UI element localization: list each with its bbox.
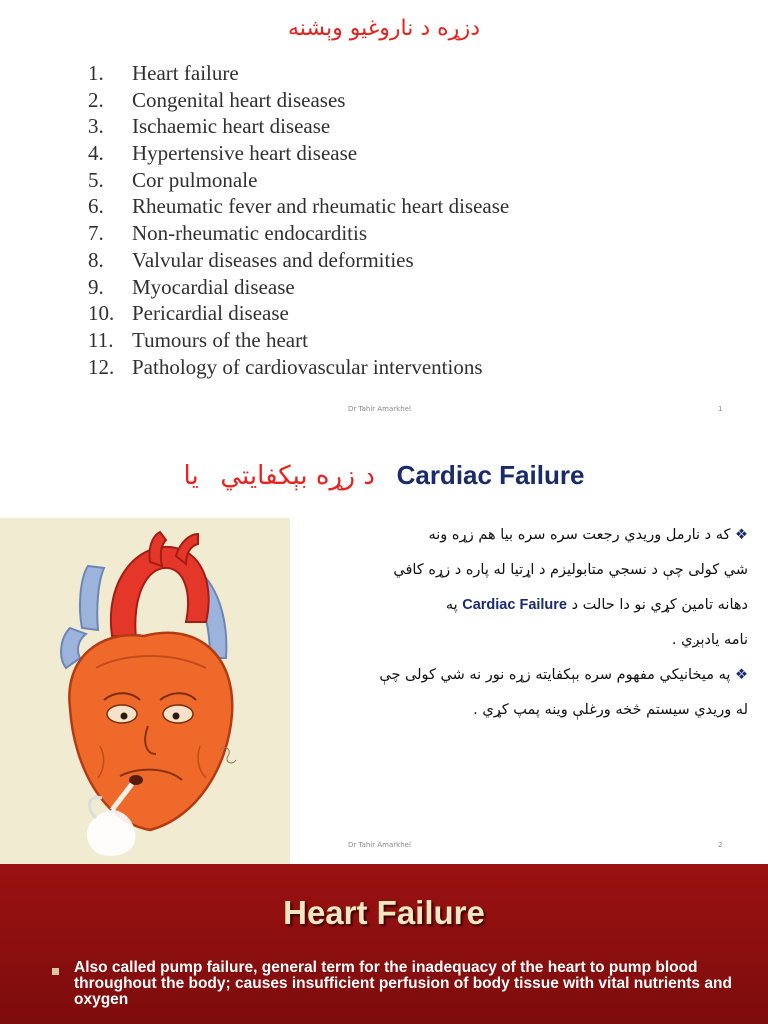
list-item-text: Rheumatic fever and rheumatic heart disease	[132, 194, 510, 219]
cardiac-failure-inline: Cardiac Failure	[462, 597, 567, 613]
bullet-1-line-1: ❖ كه د نارمل وريدي رجعت سره سره بيا هم زړه ونه	[428, 527, 748, 543]
list-item	[88, 220, 509, 247]
list-item-number: 2.	[88, 87, 104, 112]
list-item-number: 9.	[88, 274, 104, 299]
square-bullet-icon	[52, 968, 59, 975]
slide-2-body	[308, 518, 748, 728]
list-item	[88, 193, 509, 220]
list-item-number: 4.	[88, 141, 104, 166]
slide-2-title-connector: يا	[183, 461, 199, 491]
list-item-text: Heart failure	[132, 61, 239, 85]
list-item	[88, 60, 509, 87]
diamond-bullet-icon: ❖	[735, 667, 748, 683]
list-item-text: Myocardial disease	[132, 274, 295, 299]
list-item-number: 3.	[88, 114, 104, 139]
list-item-number: 5.	[88, 167, 104, 192]
slide-1-footer-author: Dr Tahir Amarkhel	[348, 405, 411, 413]
list-item-text: Valvular diseases and deformities	[132, 247, 414, 272]
list-item	[88, 300, 509, 327]
list-item-text: Non-rheumatic endocarditis	[132, 221, 367, 246]
bullet-2-line-2: له وريدي سيستم څخه ورغلې وينه پمپ كړي .	[473, 702, 748, 718]
slide-3	[0, 864, 768, 1024]
slide-1	[0, 0, 768, 432]
list-item	[88, 140, 509, 167]
slide-2	[0, 432, 768, 864]
list-item-number: 11.	[88, 327, 114, 352]
list-item	[88, 113, 509, 140]
list-item	[88, 167, 509, 194]
slide-2-title-english: Cardiac Failure	[396, 460, 585, 490]
slide-1-title: دزړه د ناروغيو وېشنه	[287, 16, 481, 41]
list-item-number: 7.	[88, 221, 104, 246]
list-item-text: Congenital heart diseases	[132, 87, 346, 112]
slide-1-page-number: 1	[718, 405, 723, 413]
disease-classification-list	[88, 60, 509, 380]
list-item-text: Pathology of cardiovascular interventions	[132, 354, 483, 379]
bullet-1-line-3: دهانه تامين كړي نو دا حالت د Cardiac Failure په	[445, 597, 748, 613]
list-item-text: Ischaemic heart disease	[132, 114, 331, 139]
list-item	[88, 327, 509, 354]
slide-3-bullet-text: Also called pump failure, general term for the inadequacy of the heart to pump blood throughout the body; causes insufficient perfusion of body tissue with vital nutrients and oxygen	[74, 959, 732, 1008]
list-item	[88, 274, 509, 301]
list-item-number: 8.	[88, 247, 104, 272]
bullet-2-line-1: ❖ په ميخانيكي مفهوم سره بېكفايته زړه نور نه شي كولی چې	[379, 667, 748, 683]
bullet-1-line-4: نامه يادېږي .	[671, 632, 748, 648]
heart-illustration	[0, 518, 290, 864]
slide-2-page-number: 2	[718, 841, 723, 849]
list-item	[88, 247, 509, 274]
sick-heart-icon	[0, 518, 290, 864]
list-item-text: Hypertensive heart disease	[132, 141, 358, 166]
list-item-number: 1.	[88, 61, 104, 85]
slide-3-title: Heart Failure	[283, 894, 485, 931]
list-item	[88, 354, 509, 381]
list-item-number: 6.	[88, 194, 104, 219]
slide-2-title	[0, 460, 768, 491]
list-item-number: 12.	[88, 354, 115, 379]
list-item-number: 10.	[88, 301, 115, 326]
list-item-text: Tumours of the heart	[132, 327, 308, 352]
slide-2-title-pashto: د زړه بېکفايتي	[220, 461, 375, 491]
list-item-text: Pericardial disease	[132, 301, 289, 326]
diamond-bullet-icon: ❖	[735, 527, 748, 543]
slide-2-footer-author: Dr Tahir Amarkhel	[348, 841, 411, 849]
list-item-text: Cor pulmonale	[132, 167, 258, 192]
bullet-1-line-2: شي كولی چې د نسجي متابوليزم د اړتيا له پاره د زړه كافي	[393, 562, 748, 578]
list-item	[88, 87, 509, 114]
